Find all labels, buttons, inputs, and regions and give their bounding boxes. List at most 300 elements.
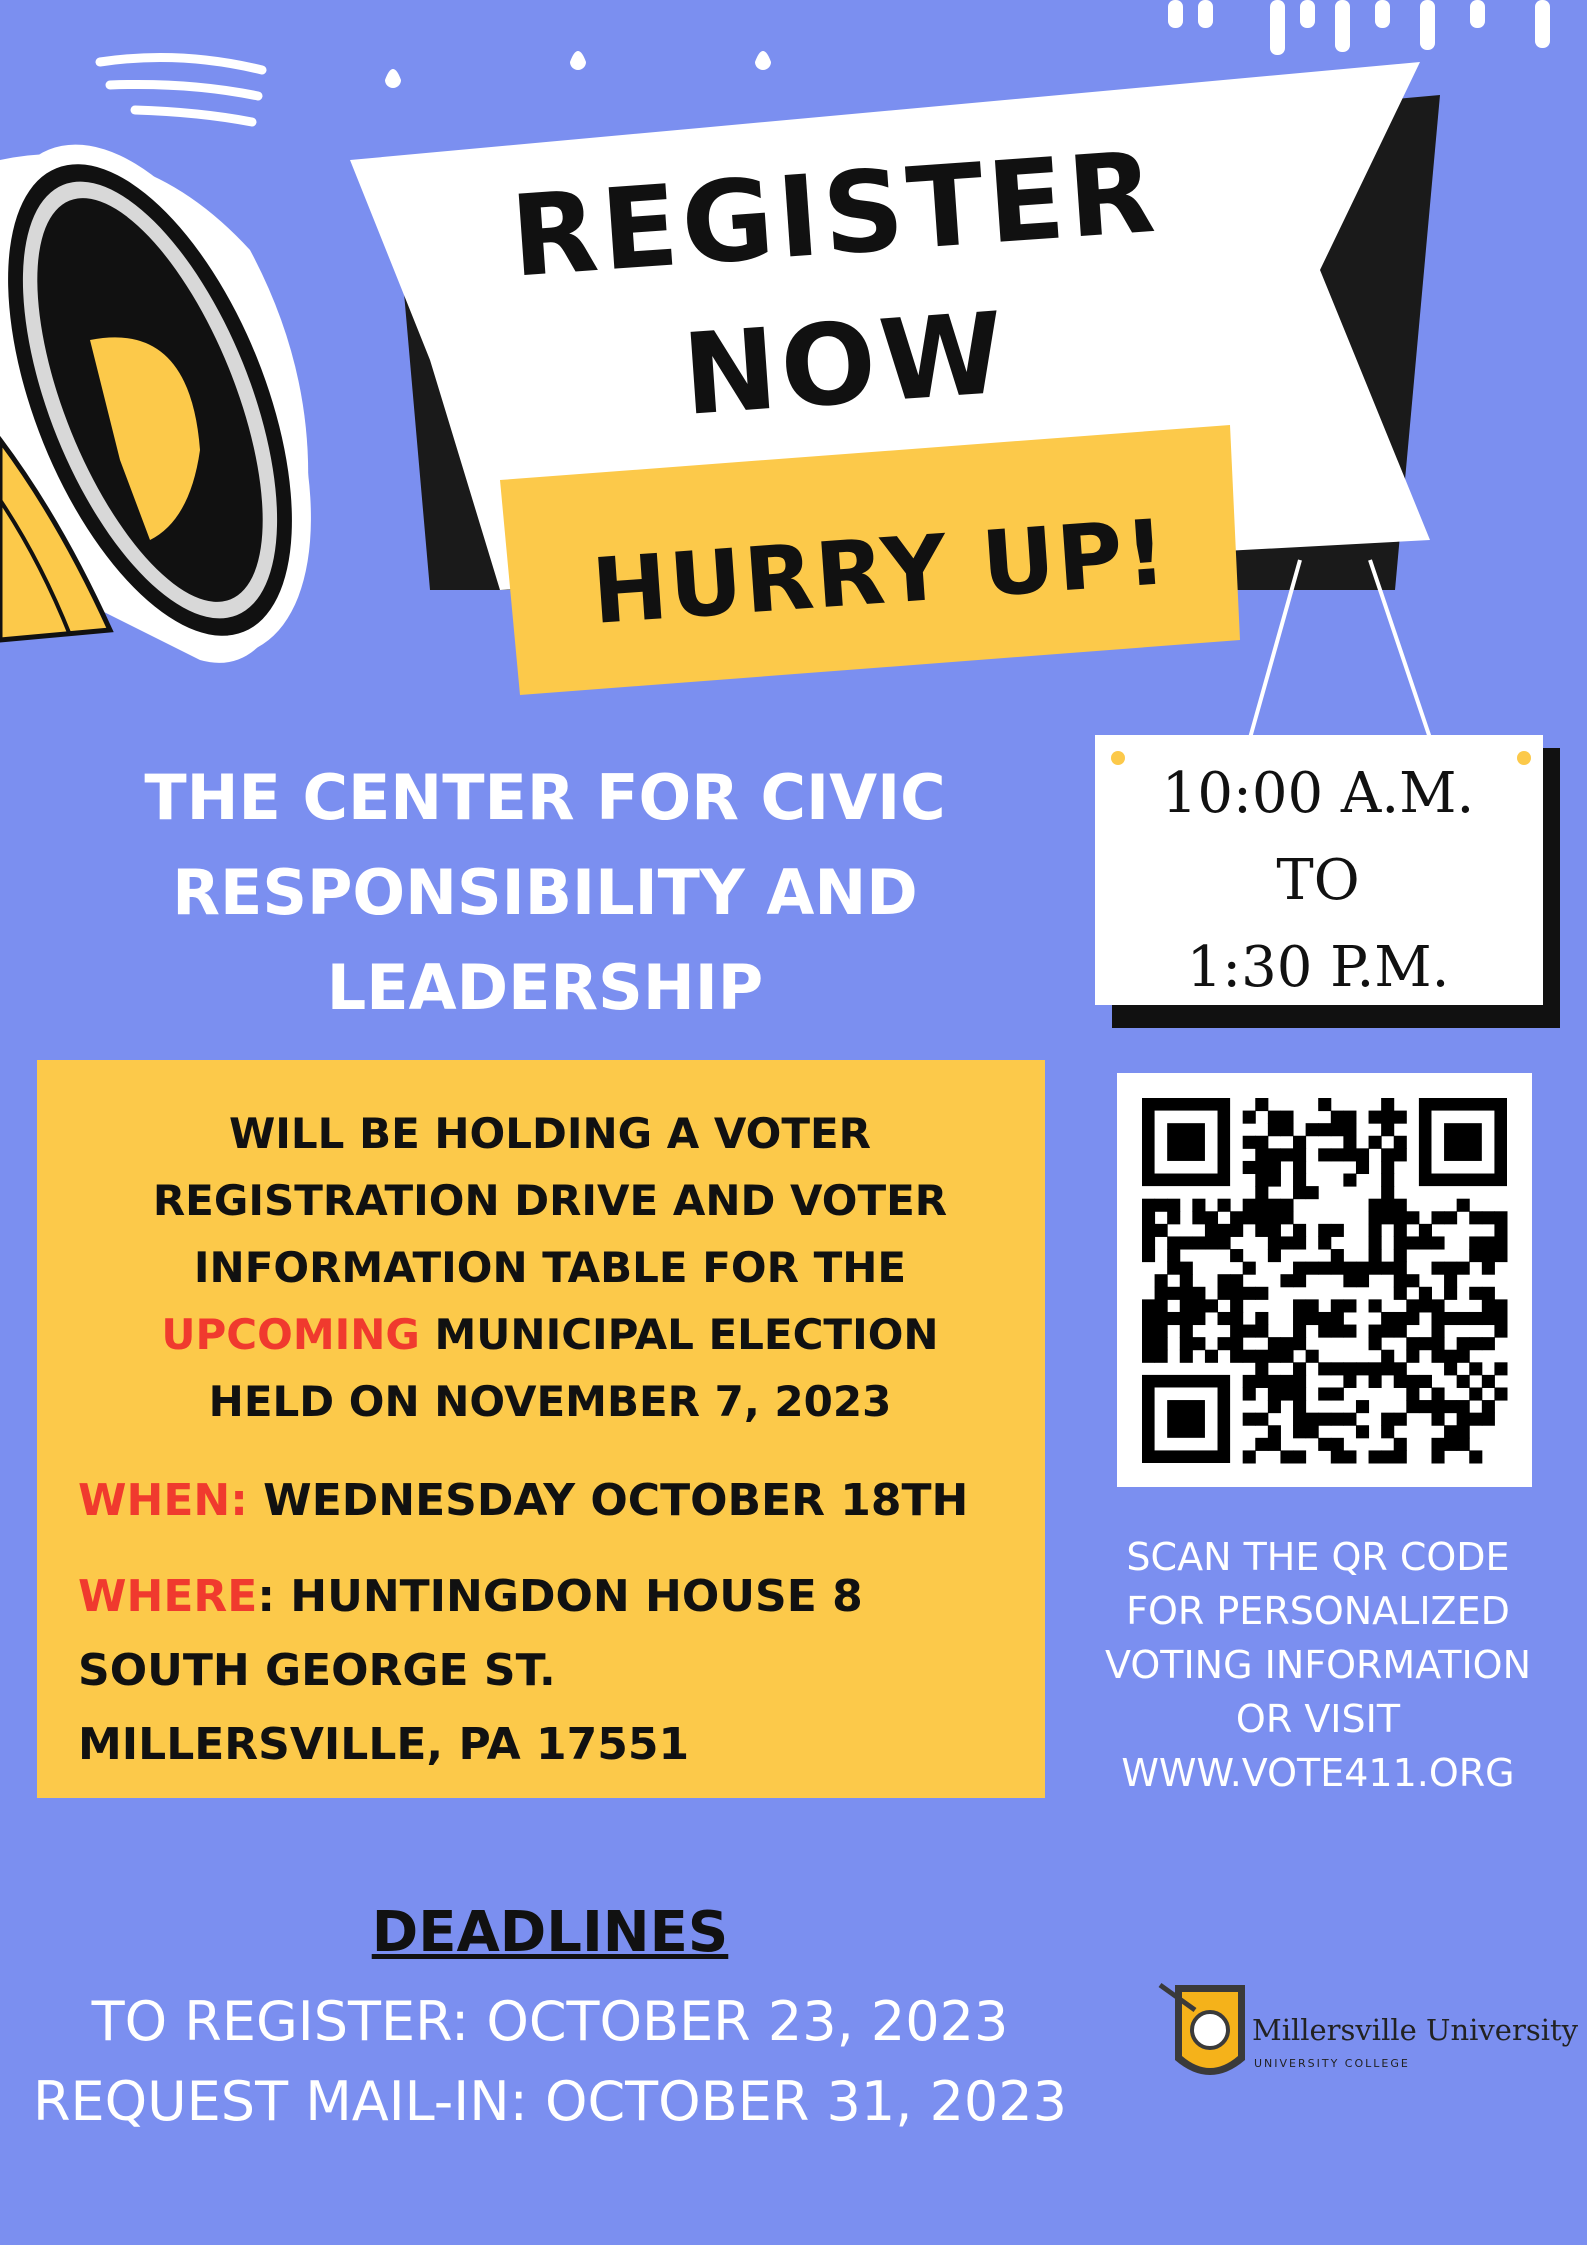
qr-module — [1343, 1375, 1356, 1388]
qr-module — [1293, 1375, 1306, 1388]
qr-module — [1192, 1236, 1205, 1249]
qr-module — [1192, 1312, 1205, 1325]
qr-module — [1419, 1375, 1432, 1388]
qr-module — [1230, 1287, 1243, 1300]
qr-module — [1469, 1249, 1482, 1262]
qr-module — [1457, 1400, 1470, 1413]
qr-module — [1268, 1337, 1281, 1350]
qr-module — [1230, 1249, 1243, 1262]
qr-module — [1394, 1148, 1407, 1161]
qr-module — [1293, 1362, 1306, 1375]
qr-module — [1444, 1438, 1457, 1451]
qr-module — [1280, 1375, 1293, 1388]
qr-module — [1293, 1274, 1306, 1287]
qr-module — [1469, 1312, 1482, 1325]
qr-module — [1457, 1262, 1470, 1275]
qr-module — [1406, 1274, 1419, 1287]
qr-module — [1155, 1325, 1168, 1338]
qr-module — [1155, 1312, 1168, 1325]
qr-module — [1394, 1362, 1407, 1375]
qr-module — [1419, 1400, 1432, 1413]
qr-module — [1331, 1148, 1344, 1161]
qr-module — [1268, 1438, 1281, 1451]
qr-module — [1255, 1098, 1268, 1111]
qr-module — [1356, 1262, 1369, 1275]
qr-module — [1318, 1262, 1331, 1275]
qr-module — [1406, 1375, 1419, 1388]
qr-module — [1142, 1337, 1155, 1350]
qr-module — [1318, 1362, 1331, 1375]
qr-module — [1167, 1400, 1205, 1438]
qr-module — [1218, 1199, 1231, 1212]
university-shield-icon — [1160, 1985, 1245, 2075]
qr-module — [1343, 1111, 1356, 1124]
qr-module — [1394, 1375, 1407, 1388]
qr-module — [1293, 1413, 1306, 1426]
where-label: WHERE — [78, 1571, 258, 1622]
event-description — [100, 1100, 1000, 1435]
qr-module — [1192, 1287, 1205, 1300]
qr-module — [1192, 1337, 1205, 1350]
qr-module — [1343, 1299, 1356, 1312]
qr-note-line-1: SCAN THE QR CODE — [1126, 1535, 1510, 1579]
qr-module — [1142, 1224, 1155, 1237]
qr-module — [1419, 1287, 1432, 1300]
qr-module — [1482, 1337, 1495, 1350]
qr-module — [1306, 1312, 1319, 1325]
qr-module — [1343, 1123, 1356, 1136]
qr-module — [1482, 1287, 1495, 1300]
qr-module — [1444, 1425, 1457, 1438]
time-start: 10:00 A.M. — [1161, 761, 1475, 826]
qr-module — [1369, 1325, 1382, 1338]
qr-module — [1243, 1199, 1256, 1212]
qr-module — [1343, 1174, 1356, 1187]
megaphone-icon — [0, 99, 376, 701]
qr-module — [1431, 1413, 1444, 1426]
qr-module — [1469, 1387, 1482, 1400]
qr-module — [1167, 1236, 1180, 1249]
qr-module — [1268, 1111, 1281, 1124]
qr-module — [1293, 1325, 1306, 1338]
qr-module — [1142, 1312, 1155, 1325]
qr-module — [1255, 1148, 1268, 1161]
qr-module — [1381, 1413, 1394, 1426]
qr-module — [1457, 1425, 1470, 1438]
qr-module — [1268, 1199, 1281, 1212]
qr-module — [1218, 1236, 1231, 1249]
qr-module — [1369, 1111, 1382, 1124]
university-logo-name: Millersville University — [1252, 2013, 1579, 2047]
qr-module — [1155, 1224, 1168, 1237]
qr-module — [1255, 1350, 1268, 1363]
qr-module — [1482, 1413, 1495, 1426]
org-line-1: THE CENTER FOR CIVIC — [144, 761, 946, 834]
qr-module — [1469, 1211, 1482, 1224]
qr-module — [1268, 1161, 1281, 1174]
qr-module — [1394, 1450, 1407, 1463]
qr-module — [1457, 1312, 1470, 1325]
qr-module — [1230, 1299, 1243, 1312]
qr-module — [1280, 1450, 1293, 1463]
qr-module — [1431, 1450, 1444, 1463]
org-line-3: LEADERSHIP — [326, 951, 764, 1024]
qr-module — [1268, 1387, 1281, 1400]
qr-module — [1318, 1325, 1331, 1338]
qr-module — [1306, 1350, 1319, 1363]
qr-module — [1369, 1236, 1382, 1249]
qr-module — [1255, 1224, 1268, 1237]
qr-module — [1331, 1299, 1344, 1312]
qr-module — [1293, 1161, 1306, 1174]
qr-module — [1419, 1337, 1432, 1350]
qr-module — [1331, 1362, 1344, 1375]
qr-module — [1369, 1299, 1382, 1312]
qr-module — [1444, 1123, 1482, 1161]
qr-note-line-4: OR VISIT — [1235, 1697, 1401, 1741]
qr-module — [1444, 1287, 1457, 1300]
qr-module — [1406, 1337, 1419, 1350]
qr-module — [1394, 1262, 1407, 1275]
swoosh-decoration — [100, 58, 262, 123]
qr-module — [1394, 1413, 1407, 1426]
qr-module — [1142, 1236, 1155, 1249]
qr-code[interactable] — [1117, 1073, 1532, 1487]
qr-note-line-3: VOTING INFORMATION — [1105, 1643, 1531, 1687]
qr-module — [1406, 1350, 1419, 1363]
qr-module — [1280, 1148, 1293, 1161]
qr-module — [1343, 1274, 1356, 1287]
qr-module — [1243, 1413, 1256, 1426]
qr-module — [1381, 1425, 1394, 1438]
qr-module — [1218, 1287, 1231, 1300]
qr-module — [1381, 1186, 1394, 1199]
qr-module — [1192, 1199, 1205, 1212]
qr-module — [1394, 1274, 1407, 1287]
qr-module — [1218, 1312, 1231, 1325]
qr-module — [1306, 1262, 1319, 1275]
qr-module — [1381, 1350, 1394, 1363]
qr-module — [1280, 1111, 1293, 1124]
when-line — [78, 1475, 1018, 1526]
qr-module — [1343, 1450, 1356, 1463]
qr-module — [1205, 1236, 1218, 1249]
qr-module — [1419, 1224, 1432, 1237]
qr-module — [1431, 1312, 1444, 1325]
qr-module — [1205, 1224, 1218, 1237]
qr-module — [1255, 1174, 1268, 1187]
qr-module — [1356, 1400, 1369, 1413]
qr-module — [1356, 1274, 1369, 1287]
qr-module — [1306, 1123, 1319, 1136]
qr-module — [1494, 1211, 1507, 1224]
qr-module — [1369, 1450, 1382, 1463]
qr-module — [1444, 1262, 1457, 1275]
qr-module — [1356, 1425, 1369, 1438]
qr-module — [1431, 1400, 1444, 1413]
qr-module — [1205, 1299, 1218, 1312]
qr-module — [1444, 1274, 1457, 1287]
qr-module — [1406, 1387, 1419, 1400]
qr-module — [1293, 1312, 1306, 1325]
qr-module — [1394, 1236, 1407, 1249]
qr-module — [1155, 1299, 1168, 1312]
qr-module — [1218, 1337, 1231, 1350]
qr-module — [1255, 1287, 1268, 1300]
qr-module — [1343, 1136, 1356, 1149]
deadlines-heading: DEADLINES — [371, 1900, 729, 1965]
banner-title — [460, 115, 1219, 466]
qr-module — [1243, 1387, 1256, 1400]
qr-note-line-2: FOR PERSONALIZED — [1126, 1589, 1510, 1633]
qr-module — [1306, 1299, 1319, 1312]
qr-module — [1494, 1387, 1507, 1400]
qr-module — [1394, 1312, 1407, 1325]
qr-module — [1180, 1236, 1193, 1249]
qr-module — [1255, 1325, 1268, 1338]
qr-module — [1381, 1211, 1394, 1224]
time-to: TO — [1276, 848, 1360, 913]
qr-module — [1293, 1387, 1306, 1400]
qr-module — [1280, 1211, 1293, 1224]
qr-module — [1218, 1274, 1231, 1287]
qr-module — [1155, 1337, 1168, 1350]
qr-module — [1457, 1337, 1470, 1350]
qr-module — [1243, 1325, 1256, 1338]
qr-module — [1142, 1211, 1155, 1224]
qr-module — [1494, 1325, 1507, 1338]
qr-module — [1293, 1400, 1306, 1413]
qr-module — [1331, 1224, 1344, 1237]
qr-module — [1180, 1337, 1193, 1350]
qr-module — [1369, 1375, 1382, 1388]
qr-module — [1394, 1136, 1407, 1149]
qr-module — [1431, 1325, 1444, 1338]
qr-module — [1318, 1224, 1331, 1237]
qr-module — [1431, 1236, 1444, 1249]
when-label: WHEN: — [78, 1475, 248, 1526]
qr-module — [1255, 1211, 1268, 1224]
qr-module — [1444, 1400, 1457, 1413]
qr-module — [1369, 1199, 1382, 1212]
qr-module — [1381, 1123, 1394, 1136]
qr-module — [1381, 1325, 1394, 1338]
qr-module — [1180, 1299, 1193, 1312]
qr-module — [1469, 1413, 1482, 1426]
qr-module — [1268, 1211, 1281, 1224]
qr-module — [1280, 1236, 1293, 1249]
qr-module — [1243, 1161, 1256, 1174]
qr-module — [1381, 1098, 1394, 1111]
intro-line-1: WILL BE HOLDING A VOTER — [228, 1109, 872, 1158]
qr-code-icon — [1117, 1073, 1532, 1487]
qr-module — [1331, 1450, 1344, 1463]
qr-module — [1343, 1262, 1356, 1275]
intro-line-4-rest: MUNICIPAL ELECTION — [419, 1310, 939, 1359]
qr-module — [1318, 1098, 1331, 1111]
register-deadline: TO REGISTER: OCTOBER 23, 2023 — [91, 1990, 1009, 2053]
qr-module — [1293, 1425, 1306, 1438]
qr-module — [1469, 1450, 1482, 1463]
when-value: WEDNESDAY OCTOBER 18TH — [247, 1475, 969, 1526]
qr-module — [1318, 1123, 1331, 1136]
qr-module — [1142, 1199, 1155, 1212]
qr-module — [1394, 1249, 1407, 1262]
qr-module — [1280, 1199, 1293, 1212]
qr-module — [1293, 1450, 1306, 1463]
qr-module — [1331, 1438, 1344, 1451]
intro-line-3: INFORMATION TABLE FOR THE — [193, 1243, 907, 1292]
qr-module — [1280, 1337, 1293, 1350]
qr-module — [1394, 1325, 1407, 1338]
qr-module — [1369, 1224, 1382, 1237]
qr-module — [1356, 1362, 1369, 1375]
qr-module — [1255, 1186, 1268, 1199]
qr-module — [1180, 1262, 1193, 1275]
qr-module — [1369, 1262, 1382, 1275]
qr-module — [1482, 1312, 1495, 1325]
qr-module — [1255, 1375, 1268, 1388]
qr-module — [1155, 1274, 1168, 1287]
qr-module — [1192, 1211, 1205, 1224]
qr-module — [1255, 1136, 1268, 1149]
qr-module — [1180, 1350, 1193, 1363]
qr-module — [1293, 1337, 1306, 1350]
qr-module — [1142, 1249, 1155, 1262]
qr-module — [1180, 1325, 1193, 1338]
qr-module — [1494, 1249, 1507, 1262]
qr-instructions — [1068, 1530, 1568, 1800]
qr-module — [1243, 1375, 1256, 1388]
qr-module — [1293, 1236, 1306, 1249]
qr-module — [1180, 1287, 1193, 1300]
qr-module — [1482, 1211, 1495, 1224]
qr-module — [1218, 1224, 1231, 1237]
organization-name — [80, 750, 1010, 1035]
qr-module — [1494, 1362, 1507, 1375]
qr-module — [1243, 1136, 1256, 1149]
qr-module — [1381, 1148, 1394, 1161]
qr-module — [1293, 1224, 1306, 1237]
qr-module — [1167, 1312, 1180, 1325]
qr-module — [1293, 1148, 1306, 1161]
qr-module — [1406, 1400, 1419, 1413]
qr-module — [1180, 1312, 1193, 1325]
qr-module — [1431, 1299, 1444, 1312]
qr-module — [1243, 1450, 1256, 1463]
qr-module — [1318, 1387, 1331, 1400]
qr-module — [1268, 1350, 1281, 1363]
qr-module — [1482, 1262, 1495, 1275]
intro-line-5: HELD ON NOVEMBER 7, 2023 — [208, 1377, 892, 1426]
hurry-up-label: HURRY UP! — [588, 500, 1172, 645]
qr-module — [1431, 1438, 1444, 1451]
qr-module — [1381, 1362, 1394, 1375]
qr-module — [1318, 1438, 1331, 1451]
qr-module — [1268, 1400, 1281, 1413]
qr-module — [1255, 1438, 1268, 1451]
qr-module — [1406, 1299, 1419, 1312]
qr-module — [1167, 1262, 1180, 1275]
qr-module — [1331, 1325, 1344, 1338]
qr-module — [1394, 1199, 1407, 1212]
qr-module — [1280, 1387, 1293, 1400]
qr-module — [1142, 1325, 1155, 1338]
qr-module — [1331, 1387, 1344, 1400]
qr-module — [1167, 1249, 1180, 1262]
qr-module — [1444, 1312, 1457, 1325]
qr-module — [1255, 1362, 1268, 1375]
qr-module — [1369, 1136, 1382, 1149]
where-value-1: : HUNTINGDON HOUSE 8 — [257, 1571, 863, 1622]
qr-module — [1167, 1287, 1180, 1300]
upcoming-highlight: UPCOMING — [161, 1310, 420, 1359]
qr-module — [1142, 1350, 1155, 1363]
qr-module — [1494, 1224, 1507, 1237]
qr-module — [1431, 1262, 1444, 1275]
qr-module — [1406, 1211, 1419, 1224]
qr-module — [1155, 1199, 1168, 1212]
qr-module — [1343, 1413, 1356, 1426]
intro-line-4 — [100, 1301, 1000, 1368]
qr-module — [1280, 1274, 1293, 1287]
qr-module — [1255, 1199, 1268, 1212]
qr-module — [1394, 1287, 1407, 1300]
qr-module — [1394, 1111, 1407, 1124]
qr-module — [1243, 1262, 1256, 1275]
qr-module — [1381, 1161, 1394, 1174]
qr-module — [1268, 1148, 1281, 1161]
qr-module — [1482, 1236, 1495, 1249]
qr-module — [1268, 1123, 1281, 1136]
stripe-decoration — [1168, 0, 1550, 55]
qr-module — [1469, 1236, 1482, 1249]
qr-module — [1469, 1362, 1482, 1375]
qr-module — [1457, 1438, 1470, 1451]
qr-module — [1318, 1148, 1331, 1161]
qr-module — [1142, 1299, 1155, 1312]
qr-module — [1457, 1375, 1470, 1388]
qr-module — [1457, 1413, 1470, 1426]
qr-module — [1494, 1299, 1507, 1312]
qr-module — [1255, 1161, 1268, 1174]
qr-module — [1268, 1224, 1281, 1237]
mail-in-deadline: REQUEST MAIL-IN: OCTOBER 31, 2023 — [33, 2070, 1067, 2133]
qr-module — [1444, 1211, 1457, 1224]
qr-module — [1431, 1350, 1444, 1363]
qr-module — [1306, 1413, 1319, 1426]
banner-line-register: REGISTER — [506, 127, 1163, 303]
qr-module — [1331, 1249, 1344, 1262]
vote411-link[interactable]: WWW.VOTE411.ORG — [1121, 1751, 1515, 1795]
qr-module — [1394, 1224, 1407, 1237]
qr-module — [1419, 1299, 1432, 1312]
university-logo-sub: UNIVERSITY COLLEGE — [1254, 2057, 1410, 2070]
qr-module — [1381, 1312, 1394, 1325]
qr-module — [1293, 1174, 1306, 1187]
qr-module — [1230, 1325, 1243, 1338]
qr-module — [1343, 1325, 1356, 1338]
qr-module — [1394, 1211, 1407, 1224]
qr-module — [1343, 1362, 1356, 1375]
qr-module — [1381, 1174, 1394, 1187]
qr-module — [1230, 1224, 1243, 1237]
qr-module — [1243, 1211, 1256, 1224]
qr-module — [1243, 1350, 1256, 1363]
qr-module — [1356, 1161, 1369, 1174]
where-block — [78, 1560, 978, 1782]
qr-module — [1167, 1123, 1205, 1161]
